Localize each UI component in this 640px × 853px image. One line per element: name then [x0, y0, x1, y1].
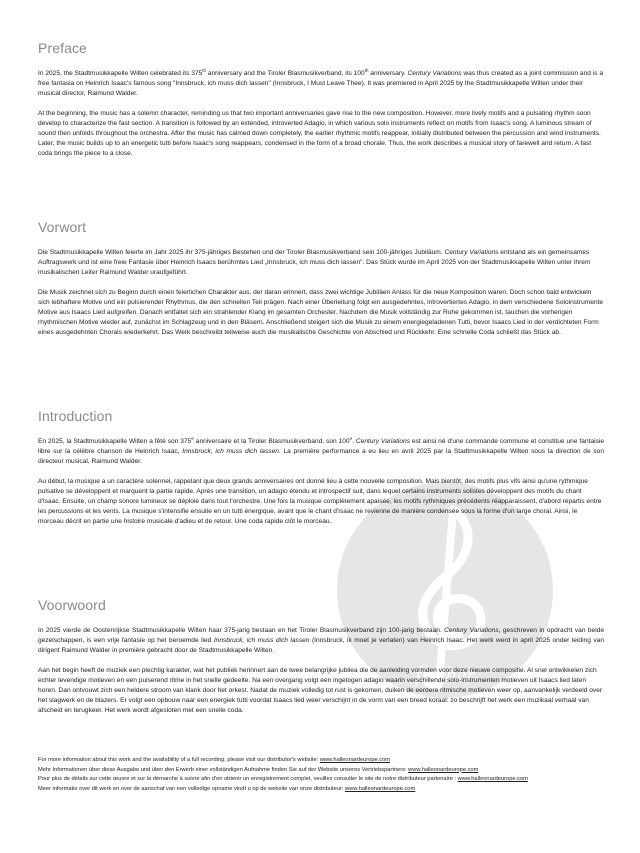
footer-line-de: Mehr Informationen über diese Ausgabe und über den Erwerb einer vollständigen Aufnahme finden Sie auf der Website unseres Vertriebspartners: www.halleonardeurope.com: [38, 766, 479, 773]
distributor-link[interactable]: www.halleonardeurope.com: [408, 766, 479, 773]
distributor-link[interactable]: www.halleonardeurope.com: [457, 776, 528, 783]
section-title: Vorwort: [38, 219, 87, 235]
section-title: Voorwoord: [38, 597, 106, 613]
vorwort-section: [38, 219, 604, 348]
distributor-footer: [38, 756, 604, 794]
footer-line-en: For more information about this work and the availability of a full recording, please visit our distributor's website: www.halleonardeurope.com: [38, 757, 390, 763]
distributor-link[interactable]: www.halleonardeurope.com: [345, 785, 416, 792]
section-paragraph-2: At the beginning, the music has a solemn character, reminding us that two important anniversaries gave rise to the new composition. However, more lively motifs and a pulsating rhythm soon develop to characterize the fast section. A transition is followed by an extended, introverted Adagio, in which various solo instruments reflect on motifs from Isaac's song. A luminous stream of sound then unfolds throughout the orchestra. After the music has calmed down completely, the earlier rhythmic motifs reappear, initially distributed between the percussion and wind instruments. Later, the music builds up to an energetic tutti before Isaac's song reappears, condensed in the form of a broad chorale. Thus, the work describes a musical story of farewell and return. A fast coda brings the piece to a close.: [38, 109, 601, 158]
footer-line-nl: Meer informatie over dit werk en over de aanschaf van een volledige opname vindt u op de website van onze distributeur: www.halleonardeurope.com: [38, 785, 416, 792]
section-paragraph-1: In 2025, the Stadtmusikkapelle Wilten celebrated its 375th anniversary and the Tiroler Blasmusikverband, its 100th anniversary. Century Variations was thus created as a joint commission and is a free fantasia on Heinrich Isaac's famous song "Innsbruck, ich muss dich lassen" (Innsbruck, I Must Leave Thee). It was premiered in April 2025 by the Stadtmusikkapelle Wilten under their musical director, Raimund Walder.: [38, 67, 604, 98]
introduction-section: [38, 408, 604, 537]
section-paragraph-2: Die Musik zeichnet sich zu Beginn durch einen feierlichen Charakter aus, der daran erinnert, dass zwei wichtige Jubiläen Anlass für die neue Komposition waren. Doch schon bald entwickeln sich lebhaftere Motive und ein pulsierender Rhythmus, die den schnellen Teil prägen. Nach einer Überleitung folgt ein ausgedehntes, introvertiertes Adagio, in dem verschiedene Soloinstrumente Motive aus Isaacs Lied aufgreifen. Danach entfaltet sich ein strahlender Klang im gesamten Orchester. Nachdem die Musik vollständig zur Ruhe gekommen ist, tauchen die vorherigen rhythmischen Motive wieder auf, zunächst im Schlagzeug und in den Bläsern. Anschließend steigert sich die Musik zu einem energiegeladenen Tutti, bevor Isaacs Lied in der verdichteten Form eines ausgedehnten Chorals wiederkehrt. Das Werk beschreibt teilweise auch die musikalische Geschichte von Abschied und Rückkehr. Eine schnelle Coda schließt das Stück ab.: [38, 288, 604, 337]
voorwoord-section: [38, 597, 604, 726]
section-title: Introduction: [38, 408, 113, 424]
section-title: Preface: [38, 40, 87, 56]
footer-line-fr: Pour plus de détails sur cette œuvre et sur la démarche à suivre afin d'en obtenir un enregistrement complet, veuillez consulter le site de notre distributeur partenaire : www.halleonardeurope.com: [38, 776, 528, 783]
distributor-link[interactable]: www.halleonardeurope.com: [319, 757, 390, 763]
section-paragraph-1: En 2025, la Stadtmusikkapelle Wilten a fêté son 375e anniversaire et la Tiroler Blasmusikverband, son 100e. Century Variations est ainsi né d'une commande commune et constitue une fantaisie libre sur la célèbre chanson de Heinrich Isaac, Innsbruck, ich muss dich lassen. La première performance a eu lieu en avril 2025 par la Stadtmusikkapelle Wilten sous la direction de son directeur musical, Raimund Walder.: [38, 435, 605, 466]
section-paragraph-1: In 2025 vierde de Oostenrijkse Stadtmusikkapelle Wilten haar 375-jarig bestaan en het Tiroler Blasmusikverband zijn 100-jarig bestaan. Century Variations, geschreven in opdracht van beide gezelschappen, is een vrije fantasie op het beroemde lied Innsbruck, ich muss dich lassen (Innsbruck, ik moet je verlaten) van Heinrich Isaac. Het werk werd in april 2025 onder leiding van dirigent Raimund Walder in première gebracht door de Stadtmusikkapelle Wilten.: [38, 627, 604, 655]
section-paragraph-1: Die Stadtmusikkapelle Wilten feierte im Jahr 2025 ihr 375-jähriges Bestehen und der Tiroler Blasmusikverband sein 100-jähriges Jubiläum. Century Variations entstand als ein gemeinsames Auftragswerk und ist eine freie Fantasie über Heinrich Isaacs berühmtes Lied „Innsbruck, ich muss dich lassen". Das Stück wurde im April 2025 von der Stadtmusikkapelle Wilten unter ihrem musikalischen Leiter Raimund Walder uraufgeführt.: [38, 249, 591, 277]
section-paragraph-2: Aan het begin heeft de muziek een plechtig karakter, wat het publiek herinnert aan de twee belangrijke jubilea die de aanleiding vormden voor deze nieuwe compositie. Al snel ontwikkelen zich echter levendige motieven en een pulserend ritme in het snelle gedeelte. Na een overgang volgt een ingetogen adagio waarin verschillende solo-instrumenten motieven uit Isaacs lied laten horen. Dan ontvouwt zich een heldere stroom van klank door het orkest. Nadat de muziek volledig tot rust is gekomen, duiken de eerdere ritmische motieven weer op, aanvankelijk verdeeld over het slagwerk en de blazers. Er volgt een opbouw naar een energiek tutti voordat Isaacs lied weer verschijnt in de vorm van een breed koraal: zo beschrijft het werk een muzikaal verhaal van afscheid en terugkeer. Het werk wordt afgesloten met een snelle coda.: [38, 666, 603, 715]
preface-section: [38, 40, 604, 169]
section-paragraph-2: Au début, la musique a un caractère solennel, rappelant que deux grands anniversaires ont donné lieu à cette nouvelle composition. Mais bientôt, des motifs plus vifs ainsi qu'une rythmique pulsative se développent et marquent la partie rapide. Après une transition, un adagio étendu et introspectif suit, dans lequel certains instruments solistes développent des motifs du chant d'Isaac. Ensuite, un champ sonore lumineux se déploie dans tout l'orchestre. Une fois la musique complètement apaisée, les motifs rythmiques précédents réapparaissent, d'abord répartis entre les percussions et les vents. La musique s'intensifie ensuite en un tutti énergique, avant que le chant d'Isaac ne revienne de manière condensée sous la forme d'un large choral. Ainsi, le morceau décrit en partie une histoire musicale d'adieu et de retour. Une coda rapide clôt le morceau.: [38, 477, 602, 526]
svg-text:fischer: fischer: [415, 662, 475, 687]
